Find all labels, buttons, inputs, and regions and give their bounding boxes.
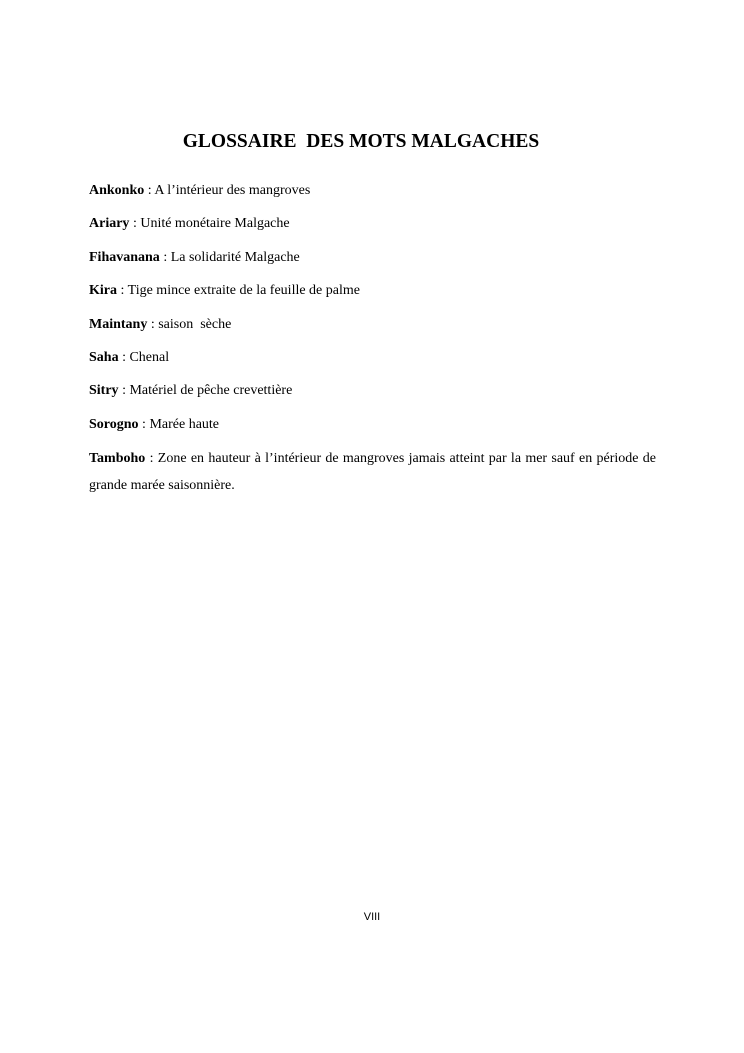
term-separator: : <box>129 216 141 232</box>
glossary-definition: La solidarité Malgache <box>170 249 300 265</box>
glossary-entry-ariary <box>89 214 656 234</box>
term-separator: : <box>145 451 158 467</box>
glossary-term: Ankonko <box>89 183 145 198</box>
glossary-definition: Chenal <box>129 349 170 365</box>
glossary-entry-sorogno <box>89 415 656 435</box>
glossary-definition: Matériel de pêche crevettière <box>129 383 293 399</box>
glossary-entry-fihavanana <box>89 248 656 268</box>
page-title: GLOSSAIRE DES MOTS MALGACHES <box>182 131 540 152</box>
glossary-term: Fihavanana <box>89 249 160 265</box>
glossary-entry-tamboho <box>89 445 660 499</box>
glossary-definition: saison sèche <box>158 316 232 332</box>
glossary-term: Maintany <box>89 316 148 332</box>
term-separator: : <box>118 383 130 399</box>
glossary-term: Tamboho <box>89 451 146 467</box>
glossary-definition: Unité monétaire Malgache <box>140 216 290 232</box>
glossary-entry-saha <box>89 348 656 368</box>
term-separator: : <box>138 416 150 432</box>
term-separator: : <box>117 283 128 299</box>
term-separator: : <box>147 316 159 332</box>
glossary-entry-maintany <box>89 315 656 335</box>
term-separator: : <box>118 349 130 365</box>
glossary-definition: Marée haute <box>149 416 220 432</box>
glossary-entry-ankonko <box>89 181 656 201</box>
glossary-term: Ariary <box>89 216 130 232</box>
glossary-term: Sorogno <box>89 416 139 432</box>
term-separator: : <box>144 183 155 198</box>
glossary-definition: A l’intérieur des mangroves <box>154 183 311 198</box>
glossary-entry-sitry <box>89 381 656 401</box>
glossary-term: Sitry <box>89 383 119 399</box>
glossary-term: Kira <box>89 283 117 299</box>
glossary-entry-kira <box>89 281 656 301</box>
term-separator: : <box>159 249 171 265</box>
glossary-list <box>89 181 660 513</box>
glossary-definition: Zone en hauteur à l’intérieur de mangroves jamais atteint par la mer sauf en période de grande marée saisonnière. <box>89 451 660 494</box>
glossary-definition: Tige mince extraite de la feuille de palme <box>127 283 360 299</box>
page-number: VIII <box>363 911 381 923</box>
glossary-term: Saha <box>89 349 119 365</box>
